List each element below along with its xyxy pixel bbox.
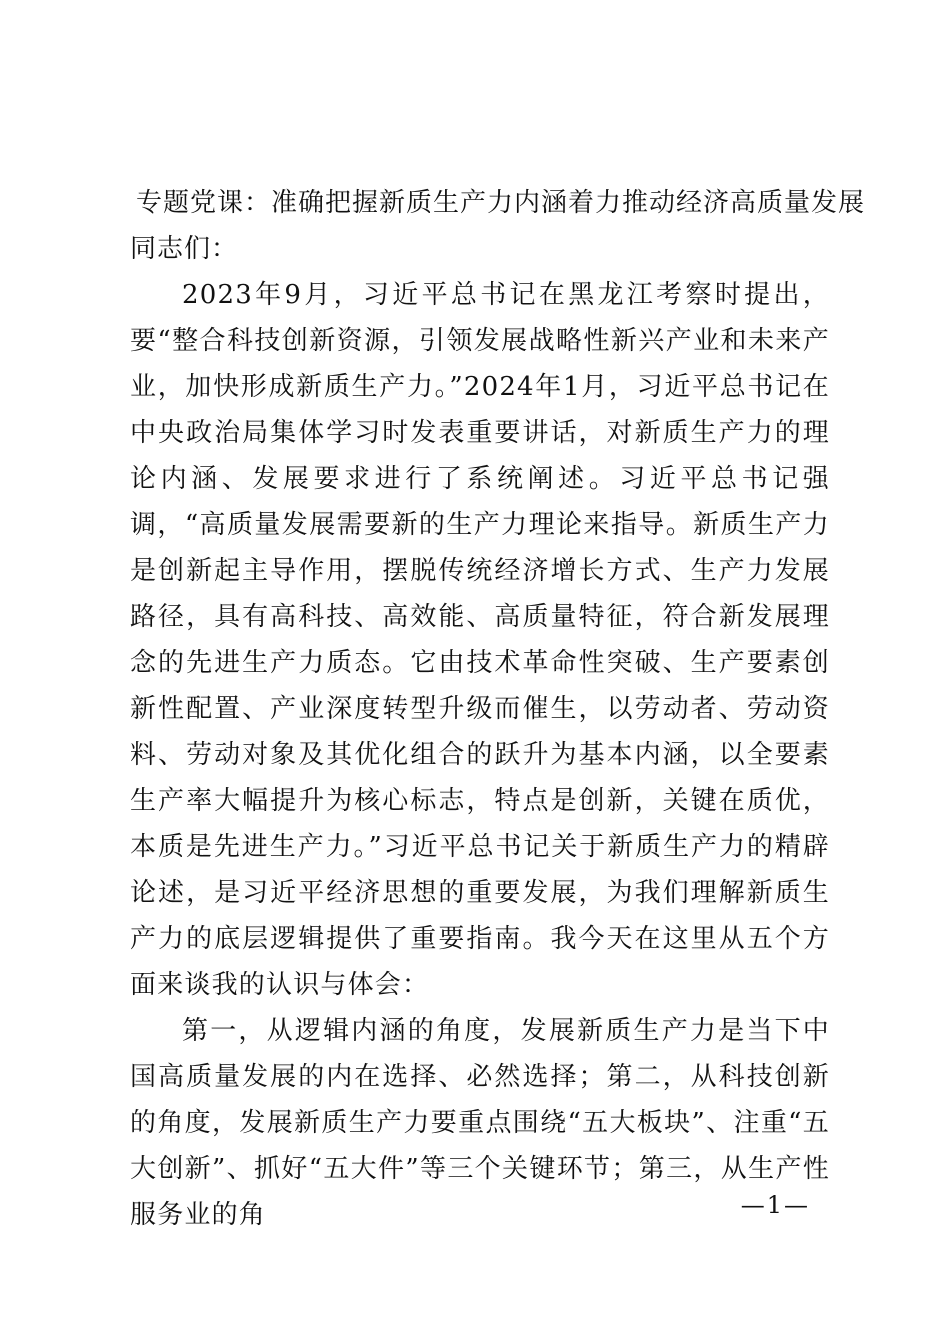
document-body [130, 180, 866, 1238]
salutation: 同志们： [130, 234, 239, 264]
paragraph-intro: 2023年9月，习近平总书记在黑龙江考察时提出，要“整合科技创新资源，引领发展战略性新兴产业和未来产业，加快形成新质生产力。”2024年1月，习近平总书记在中央政治局集体学习时发表重要讲话，对新质生产力的理论内涵、发展要求进行了系统阐述。习近平总书记强调，“高质量发展需要新的生产力理论来指导。新质生产力是创新起主导作用，摆脱传统经济增长方式、生产力发展路径，具有高科技、高效能、高质量特征，符合新发展理念的先进生产力质态。它由技术革命性突破、生产要素创新性配置、产业深度转型升级而催生，以劳动者、劳动资料、劳动对象及其优化组合的跃升为基本内涵，以全要素生产率大幅提升为核心标志，特点是创新，关键在质优，本质是先进生产力。”习近平总书记关于新质生产力的精辟论述，是习近平经济思想的重要发展，为我们理解新质生产力的底层逻辑提供了重要指南。我今天在这里从五个方面来谈我的认识与体会： [130, 280, 830, 1000]
document-title: 专题党课：准确把握新质生产力内涵着力推动经济高质量发展 [136, 188, 866, 218]
paragraph-outline: 第一，从逻辑内涵的角度，发展新质生产力是当下中国高质量发展的内在选择、必然选择；第二，从科技创新的角度，发展新质生产力要重点围绕“五大板块”、注重“五大创新”、抓好“五大件”等三个关键环节；第三，从生产性服务业的角 [130, 1016, 830, 1230]
page-number: —1— [740, 1191, 810, 1219]
